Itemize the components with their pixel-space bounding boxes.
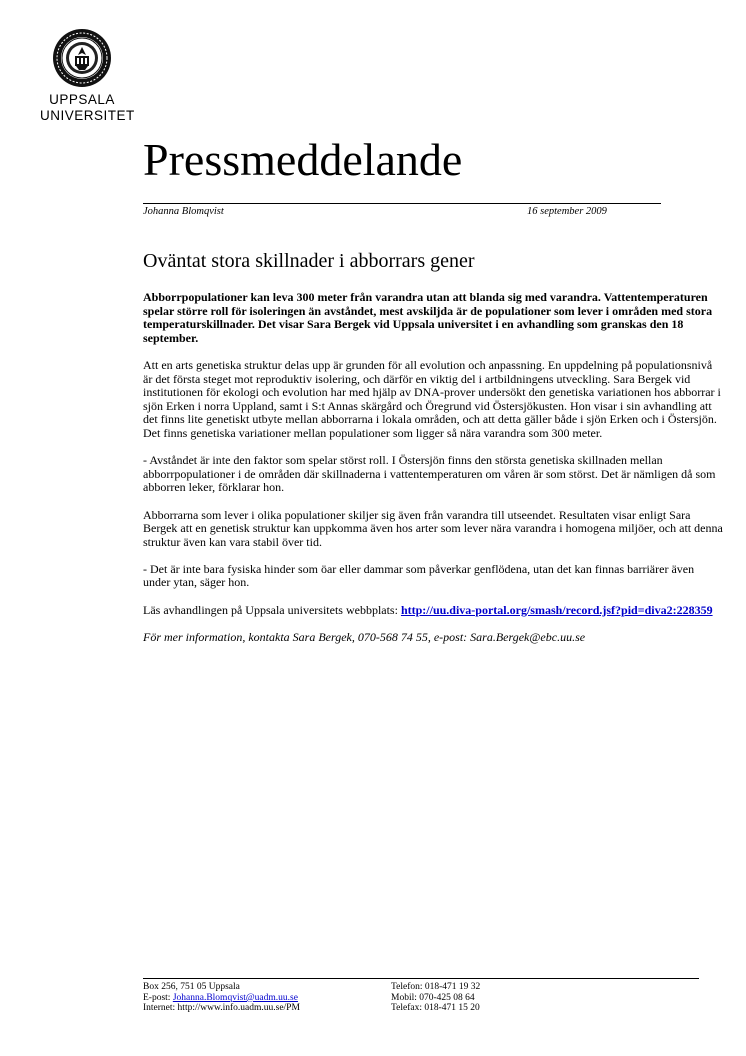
author-name: Johanna Blomqvist [143,206,224,217]
footer-email-link[interactable]: Johanna.Blomqvist@uadm.uu.se [172,992,298,1003]
footer-phone: Telefon: 018-471 19 32 [391,982,481,992]
footer-mobile: Mobil: 070-425 08 64 [391,992,475,1003]
article-body [143,291,723,658]
contact-info: För mer information, kontakta Sara Bergek, 070-568 74 55, e-post: Sara.Bergek@ebc.uu.se [143,629,586,644]
footer-address: Box 256, 751 05 Uppsala [143,982,240,992]
footer-internet: Internet: http://www.info.uadm.uu.se/PM [143,1003,300,1014]
logo-text-line1: UPPSALA [49,92,115,107]
header-divider [143,203,661,204]
university-seal-icon [52,28,112,88]
footer-right-column [391,982,480,1014]
footer-email-line [143,993,300,1004]
footer-left-column [143,982,300,1014]
article-paragraph: - Det är inte bara fysiska hinder som öar eller dammar som påverkar genflödena, utan det kan finnas barriärer även under ytan, säger hon. [143,561,695,590]
footer-divider [143,978,699,979]
logo-text-line2: UNIVERSITET [40,108,135,123]
thesis-link[interactable]: http://uu.diva-portal.org/smash/record.jsf?pid=diva2:228359 [400,602,713,617]
publish-date: 16 september 2009 [527,206,607,217]
page-title: Pressmeddelande [143,134,463,185]
article-headline: Oväntat stora skillnader i abborrars gener [143,250,475,272]
footer-email-label: E-post: [143,992,173,1003]
article-paragraph: - Avståndet är inte den faktor som spelar störst roll. I Östersjön finns den största genetiska skillnaden mellan abborrpopulationer i de områden där skillnaderna i vattentemperaturen om våren är som störst. Det är nämligen då som abborren leker, förklarar hon. [143,453,716,495]
university-logo [40,28,135,124]
thesis-link-intro: Läs avhandlingen på Uppsala universitets webbplats: [143,602,401,617]
article-paragraph: Att en arts genetiska struktur delas upp är grunden för all evolution och anpassning. En uppdelning på populationsnivå är det första steget mot reproduktiv isolering, och därför en viktig del i artbildningens utveckling. Sara Bergek vid institutionen för ekologi och evolution har med hjälp av DNA-prover undersökt den genetiska variationen hos abborrar i sjön Erken i norra Uppland, samt i S:t Annas skärgård och Öregrund vid Östersjökusten. Hon visar i sin avhandling att det finns lite genetiskt utbyte mellan abborrarna i lokala områden, och att detta gäller både i sjön Erken och i Östersjön. Det finns genetiska variationer mellan populationer som ligger så nära varandra som 300 meter. [143,357,721,440]
footer-fax: Telefax: 018-471 15 20 [391,1003,480,1014]
article-paragraph: Abborrarna som lever i olika populationer skiljer sig även från varandra till utseendet. Resultaten visar enligt Sara Bergek att en genetisk struktur kan uppkomma även hos arter som lever nära varandra i homogena miljöer, och att denna struktur även kan vara stabil över tid. [143,507,723,549]
thesis-link-paragraph [143,604,723,618]
article-lead: Abborrpopulationer kan leva 300 meter från varandra utan att blanda sig med varandra. Vattentemperaturen spelar större roll för isoleringen än avståndet, mest avskiljda är de populationer som lever i områden med stora temperaturskillnader. Det visar Sara Bergek vid Uppsala universitet i en avhandling som granskas den 18 september. [143,290,713,345]
